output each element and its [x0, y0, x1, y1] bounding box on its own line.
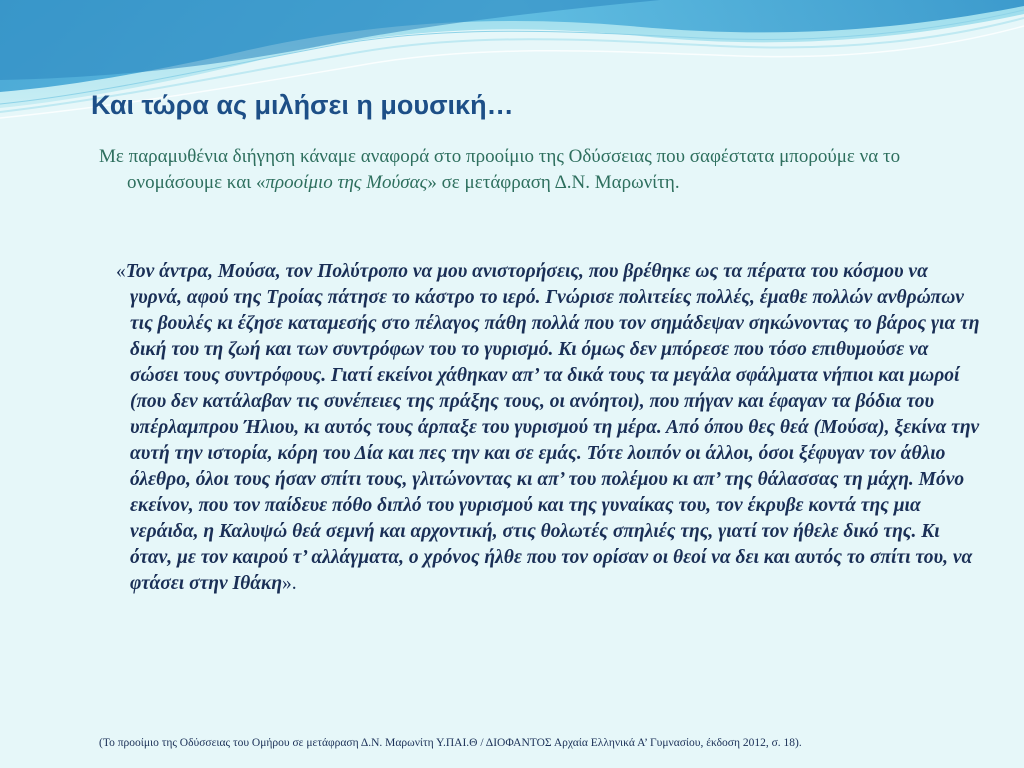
quote-close-mark: ». — [282, 573, 297, 594]
intro-paragraph — [99, 144, 927, 196]
quote-text: Τον άντρα, Μούσα, τον Πολύτροπο να μου ανιστορήσεις, που βρέθηκε ως τα πέρατα του κόσμου να γυρνά, αφού της Τροίας πάτησε το κάστρο το ιερό. Γνώρισε πολιτείες πολλές, έμαθε πολλών ανθρώπων τις βουλές κι έζησε καταμεσής στο πέλαγος πάθη πολλά που τον σημάδεψαν σηκώνοντας το βάρος για τη δική του τη ζωή και των συντρόφων του το γυρισμό. Κι όμως δεν μπόρεσε που τόσο επιθυμούσε να σώσει τους συντρόφους. Γιατί εκείνοι χάθηκαν απ’ τα δικά τους τα μεγάλα σφάλματα νήπιοι και μωροί (που δεν κατάλαβαν τις συνέπειες της πράξης τους, οι ανόητοι), που πήγαν και έφαγαν τα βόδια του υπέρλαμπρου Ήλιου, κι αυτός τους άρπαξε του γυρισμού τη μέρα. Από όπου θες θεά (Μούσα), ξεκίνα την αυτή την ιστορία, κόρη του Δία και πες την και σε εμάς. Τότε λοιπόν οι άλλοι, όσοι ξέφυγαν τον άθλιο όλεθρο, όλοι τους ήσαν σπίτι τους, γλιτώνοντας κι απ’ του πολέμου κι απ’ της θάλασσας τη μάχη. Μόνο εκείνον, που τον παίδευε πόθο διπλό του γυρισμού και της γυναίκας του, τον έκρυβε κοντά της μια νεράιδα, η Καλυψώ θεά σεμνή και αρχοντική, στις θολωτές σπηλιές της, γιατί τον ήθελε δικό της. Κι όταν, με τον καιρού τ’ αλλάγματα, ο χρόνος ήλθε που τον ορίσαν οι θεοί να δει και αυτός το σπίτι του, να φτάσει στην Ιθάκη — [125, 261, 980, 594]
intro-text-part2: » σε μετάφραση Δ.Ν. Μαρωνίτη. — [427, 172, 680, 193]
quote-open-mark: « — [116, 261, 126, 282]
prologue-quote — [99, 259, 980, 597]
intro-text-part1: Με παραμυθένια διήγηση κάναμε αναφορά στο προοίμιο της Οδύσσειας που σαφέστατα μπορούμε να το ονομάσουμε και « — [99, 146, 901, 193]
slide-title: Και τώρα ας μιλήσει η μουσική… — [91, 90, 514, 120]
citation: (Το προοίμιο της Οδύσσειας του Ομήρου σε μετάφραση Δ.Ν. Μαρωνίτη Υ.ΠΑΙ.Θ / ΔΙΟΦΑΝΤΟΣ Αρχαία Ελληνικά Α’ Γυμνασίου, έκδοση 2012, σ. 18). — [99, 737, 802, 749]
intro-emphasis: προοίμιο της Μούσας — [265, 172, 428, 193]
